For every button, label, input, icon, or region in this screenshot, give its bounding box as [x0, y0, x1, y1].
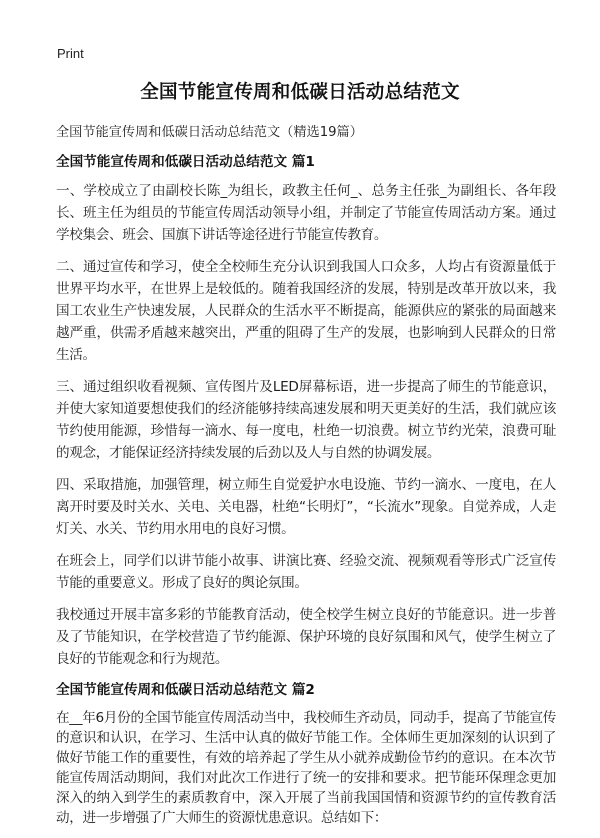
document-body	[56, 152, 556, 838]
document-title: 全国节能宣传周和低碳日活动总结范文	[140, 82, 460, 103]
paragraph: 四、采取措施，加强管理，树立师生自觉爱护水电设施、节约一滴水、一度电，在人离开时要及时关水、关电、关电器，杜绝“长明灯”，“长流水”现象。自觉养成，人走灯关、水关、节约用水用电的良好习惯。	[56, 477, 556, 537]
paragraph: 在__年6月份的全国节能宣传周活动当中，我校师生齐动员，同动手，提高了节能宣传的意识和认识，在学习、生活中认真的做好节能工作。全体师生更加深刻的认识到了做好节能工作的重要性，有效的培养起了学生从小就养成勤俭节约的意识。在本次节能宣传周活动期间，我们对此次工作进行了统一的安排和要求。把节能环保理念更加深入的纳入到学生的素质教育中，深入开展了当前我国国情和资源节约的宣传教育活动，进一步增强了广大师生的资源忧患意识。总结如下：	[56, 710, 556, 826]
paragraph: 我校通过开展丰富多彩的节能教育活动，使全校学生树立良好的节能意识。进一步普及了节能知识，在学校营造了节约能源、保护环境的良好氛围和风气，使学生树立了良好的节能观念和行为规范。	[56, 607, 556, 667]
section-heading: 全国节能宣传周和低碳日活动总结范文 篇1	[56, 154, 315, 170]
print-link[interactable]: Print	[57, 46, 84, 61]
paragraph: 三、通过组织收看视频、宣传图片及LED屏幕标语，进一步提高了师生的节能意识，并使大家知道要想使我们的经济能够持续高速发展和明天更美好的生活，我们就应该节约使用能源，珍惜每一滴水、每一度电，杜绝一切浪费。树立节约光荣，浪费可耻的观念，才能保证经济持续发展的后劲以及人与自然的协调发展。	[56, 379, 556, 461]
section-heading: 全国节能宣传周和低碳日活动总结范文 篇2	[56, 682, 315, 698]
paragraph: 一、学校成立了由副校长陈_为组长，政教主任何_、总务主任张_为副组长、各年段长、班主任为组员的节能宣传周活动领导小组，并制定了节能宣传周活动方案。通过学校集会、班会、国旗下讲话等途径进行节能宣传教育。	[56, 183, 556, 243]
paragraph: 在班会上，同学们以讲节能小故事、讲演比赛、经验交流、视频观看等形式广泛宣传节能的重要意义。形成了良好的舆论氛围。	[56, 553, 556, 591]
document-subtitle: 全国节能宣传周和低碳日活动总结范文（精选19篇）	[56, 125, 363, 140]
paragraph: 二、通过宣传和学习，使全全校师生充分认识到我国人口众多，人均占有资源量低于世界平均水平，在世界上是较低的。随着我国经济的发展，特别是改革开放以来，我国工农业生产快速发展，人民群众的生活水平不断提高，能源供应的紧张的局面越来越严重，供需矛盾越来越突出，严重的阻碍了生产的发展，也影响到人民群众的日常生活。	[56, 259, 556, 363]
